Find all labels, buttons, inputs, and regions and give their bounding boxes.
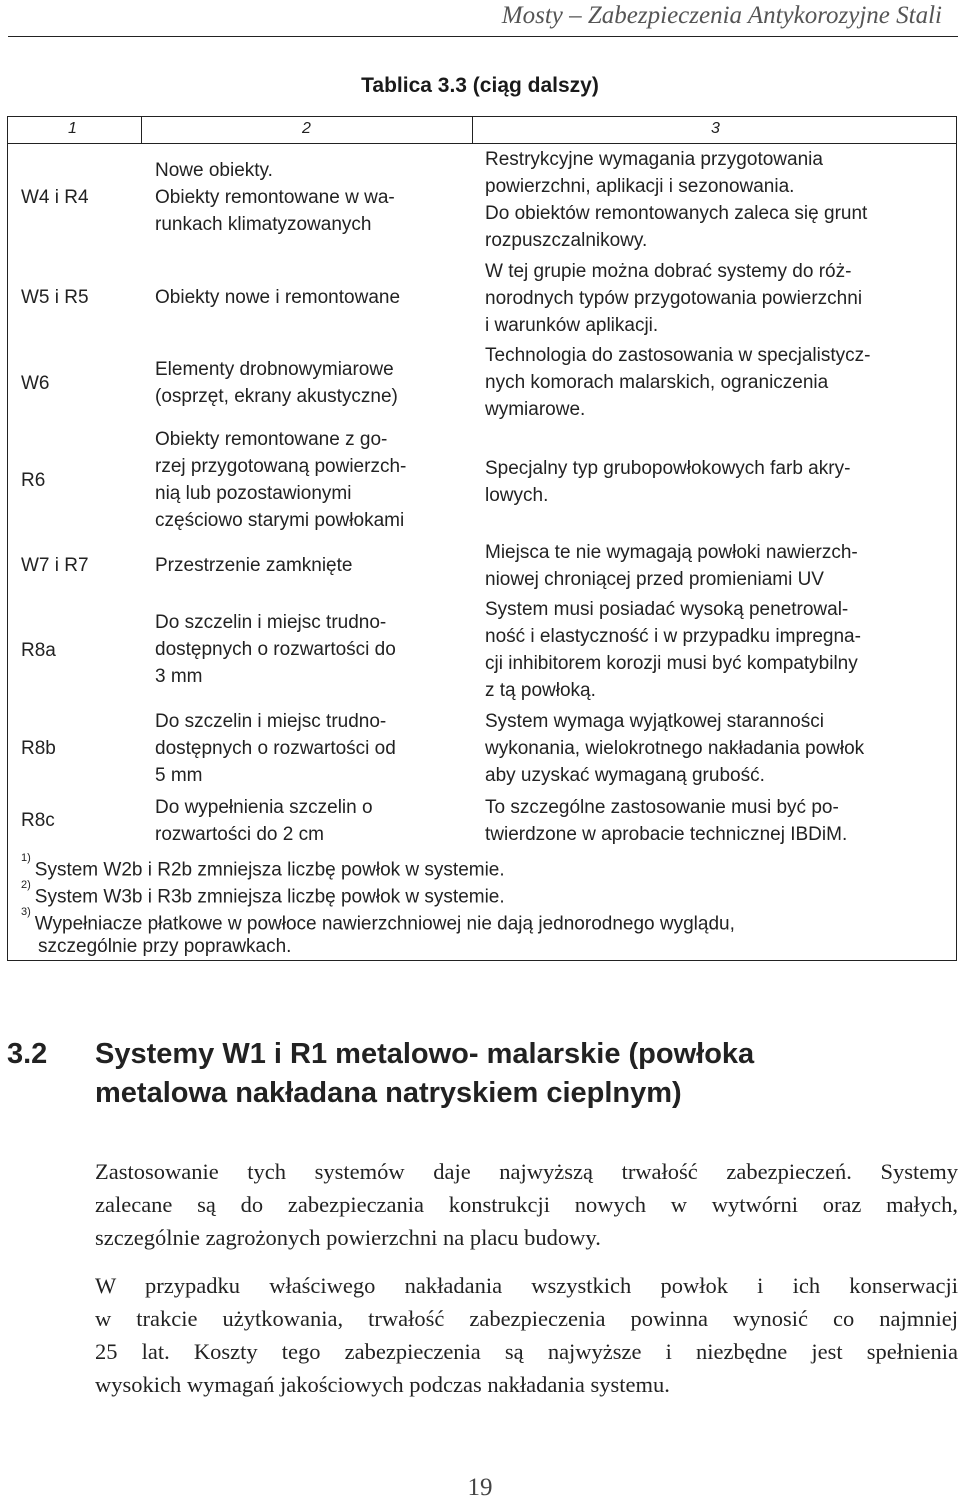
footnote-mark: 3) xyxy=(21,906,31,918)
row-requirements xyxy=(485,455,850,509)
text-line: aby uzyskać wymaganą grubość. xyxy=(485,765,765,786)
column-number-2: 2 xyxy=(302,120,311,137)
body-paragraph xyxy=(95,1269,958,1401)
row-code: W4 i R4 xyxy=(21,187,89,208)
row-object-type xyxy=(155,356,398,410)
row-code: W6 xyxy=(21,373,50,394)
row-object-type xyxy=(155,426,406,534)
row-object-type xyxy=(155,794,373,848)
row-requirements xyxy=(485,146,867,254)
text-line: Przestrzenie zamknięte xyxy=(155,555,353,576)
text-line: runkach klimatyzowanych xyxy=(155,214,372,235)
section-number: 3.2 xyxy=(7,1038,48,1070)
footnote-text: System W3b i R3b zmniejsza liczbę powłok w systemie. xyxy=(34,886,505,908)
text-line: nią lub pozostawionymi xyxy=(155,483,352,504)
text-line: Do szczelin i miejsc trudno- xyxy=(155,612,387,633)
text-line: niowej chroniącej przed promieniami UV xyxy=(485,569,824,590)
footnote-text: Wypełniacze płatkowe w powłoce nawierzchniowej nie dają jednorodnego wyglądu, xyxy=(34,913,735,935)
running-head: Mosty – Zabezpieczenia Antykorozyjne Stali xyxy=(501,2,942,29)
row-code: W7 i R7 xyxy=(21,555,89,576)
text-line: z tą powłoką. xyxy=(485,680,596,701)
row-object-type xyxy=(155,609,396,690)
text-line: ność i elastyczność i w przypadku impregna- xyxy=(485,626,861,647)
text-line: Specjalny typ grubopowłokowych farb akry- xyxy=(485,458,851,479)
text-line: (osprzęt, ekrany akustyczne) xyxy=(155,386,398,407)
text-line: norodnych typów przygotowania powierzchni xyxy=(485,288,863,309)
footnote-text: System W2b i R2b zmniejsza liczbę powłok w systemie. xyxy=(34,859,505,881)
row-requirements xyxy=(485,708,864,789)
paragraph-line: w trakcie użytkowania, trwałość zabezpieczenia powinna wynosić co najmniej xyxy=(95,1306,958,1331)
row-object-type xyxy=(155,552,352,579)
text-line: Nowe obiekty. xyxy=(155,160,273,181)
row-code: R8b xyxy=(21,738,56,759)
paragraph-line: 25 lat. Koszty tego zabezpieczenia są najwyższe i niezbędne jest spełnienia xyxy=(95,1339,958,1364)
text-line: wymiarowe. xyxy=(485,399,586,420)
text-line: Restrykcyjne wymagania przygotowania xyxy=(485,149,823,170)
row-code: R6 xyxy=(21,470,46,491)
column-number-1: 1 xyxy=(68,120,77,137)
paragraph-line: szczególnie zagrożonych powierzchni na placu budowy. xyxy=(95,1225,601,1250)
row-requirements xyxy=(485,342,870,423)
text-line: System wymaga wyjątkowej staranności xyxy=(485,711,824,732)
column-divider xyxy=(472,117,473,143)
text-line: powierzchni, aplikacji i sezonowania. xyxy=(485,176,795,197)
text-line: nych komorach malarskich, ograniczenia xyxy=(485,372,829,393)
paragraph-line: zalecane są do zabezpieczania konstrukcji nowych w wytwórni oraz małych, xyxy=(95,1192,958,1217)
row-requirements xyxy=(485,539,858,593)
title-line: metalowa nakładana natryskiem cieplnym) xyxy=(95,1077,682,1109)
header-rule xyxy=(8,36,958,37)
text-line: Do obiektów remontowanych zaleca się grunt xyxy=(485,203,868,224)
text-line: dostępnych o rozwartości do xyxy=(155,639,396,660)
row-object-type xyxy=(155,284,400,311)
text-line: Obiekty nowe i remontowane xyxy=(155,287,401,308)
text-line: 5 mm xyxy=(155,765,203,786)
paragraph-line: Zastosowanie tych systemów daje najwyższą trwałość zabezpieczeń. Systemy xyxy=(95,1159,958,1184)
title-line: Systemy W1 i R1 metalowo- malarskie (powłoka xyxy=(95,1038,755,1070)
text-line: Elementy drobnowymiarowe xyxy=(155,359,394,380)
text-line: rozwartości do 2 cm xyxy=(155,824,324,845)
text-line: To szczególne zastosowanie musi być po- xyxy=(485,797,839,818)
footnote-continuation: szczególnie przy poprawkach. xyxy=(38,936,292,957)
text-line: cji inhibitorem korozji musi być kompatybilny xyxy=(485,653,858,674)
row-code: R8c xyxy=(21,810,55,831)
footnote-mark: 1) xyxy=(21,852,31,864)
text-line: W tej grupie można dobrać systemy do róż- xyxy=(485,261,852,282)
text-line: Technologia do zastosowania w specjalistycz- xyxy=(485,345,871,366)
body-paragraph xyxy=(95,1155,958,1254)
text-line: twierdzone w aprobacie technicznej IBDiM. xyxy=(485,824,848,845)
paragraph-line: W przypadku właściwego nakładania wszystkich powłok i ich konserwacji xyxy=(95,1273,958,1298)
text-line: i warunków aplikacji. xyxy=(485,315,659,336)
text-line: Do szczelin i miejsc trudno- xyxy=(155,711,387,732)
column-divider xyxy=(141,117,142,143)
text-line: Miejsca te nie wymagają powłoki nawierzch- xyxy=(485,542,858,563)
text-line: Obiekty remontowane z go- xyxy=(155,429,388,450)
text-line: Obiekty remontowane w wa- xyxy=(155,187,395,208)
table-caption: Tablica 3.3 (ciąg dalszy) xyxy=(361,74,599,97)
section-title xyxy=(95,1035,915,1113)
row-requirements xyxy=(485,258,862,339)
paragraph-line: wysokich wymagań jakościowych podczas nakładania systemu. xyxy=(95,1372,670,1397)
text-line: rzej przygotowaną powierzch- xyxy=(155,456,407,477)
text-line: wykonania, wielokrotnego nakładania powłok xyxy=(485,738,865,759)
row-object-type xyxy=(155,708,396,789)
text-line: rozpuszczalnikowy. xyxy=(485,230,648,251)
text-line: dostępnych o rozwartości od xyxy=(155,738,396,759)
text-line: System musi posiadać wysoką penetrowal- xyxy=(485,599,849,620)
page-number: 19 xyxy=(467,1474,493,1501)
row-code: R8a xyxy=(21,640,56,661)
row-requirements xyxy=(485,596,861,704)
row-object-type xyxy=(155,157,395,238)
text-line: częściowo starymi powłokami xyxy=(155,510,405,531)
text-line: lowych. xyxy=(485,485,549,506)
row-requirements xyxy=(485,794,847,848)
text-line: 3 mm xyxy=(155,666,203,687)
text-line: Do wypełnienia szczelin o xyxy=(155,797,373,818)
header-row-rule xyxy=(8,143,956,144)
column-number-3: 3 xyxy=(711,120,720,137)
footnote-mark: 2) xyxy=(21,879,31,891)
requirements-table xyxy=(7,116,957,961)
row-code: W5 i R5 xyxy=(21,287,89,308)
